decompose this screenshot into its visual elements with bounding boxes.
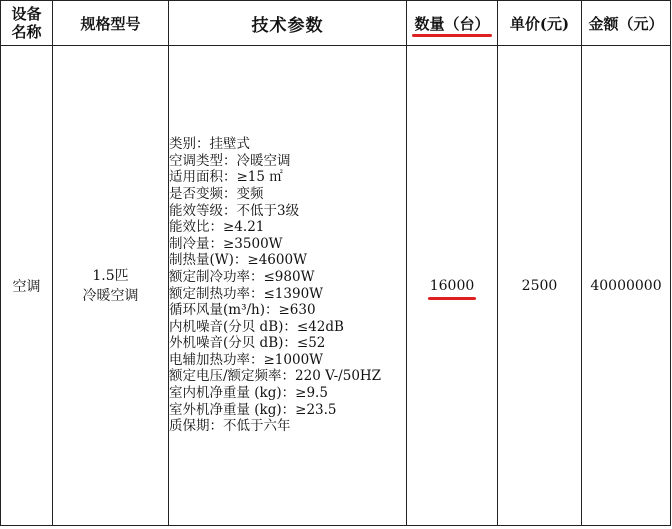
param-line: 能效等级：不低于3级 [169,202,300,219]
param-line: 空调类型：冷暖空调 [169,152,291,169]
param-line: 适用面积：≥15 ㎡ [169,169,283,186]
param-line: 额定制热功率：≤1390W [169,285,324,302]
param-line: 质保期：不低于六年 [169,418,291,435]
quantity-value: 16000 [429,277,475,294]
param-line: 外机噪音(分贝 dB)：≤52 [169,335,326,352]
header-model: 规格型号 [53,1,169,46]
param-line: 室外机净重量 (kg)：≥23.5 [169,401,337,418]
cell-device: 空调 [1,46,53,526]
header-amount: 金额（元） [582,1,671,46]
header-quantity-label: 数量（台） [414,14,490,33]
param-line: 是否变频：变频 [169,185,264,202]
header-quantity [407,1,498,46]
red-underline-annotation [412,34,491,37]
header-quantity-label-wrap [414,13,489,34]
table-row [1,46,671,526]
cell-unit-price: 2500 [498,46,582,526]
param-line: 制冷量：≥3500W [169,235,283,252]
param-line: 内机噪音(分贝 dB)：≤42dB [169,318,344,335]
quantity-value-wrap [430,278,475,294]
header-params: 技术参数 [169,1,407,46]
header-device-name-line2: 名称 [11,23,42,41]
param-line: 额定电压/额定频率：220 V-/50HZ [169,368,382,385]
header-unit-price: 单价(元) [498,1,582,46]
header-row [1,1,671,46]
header-device-name [1,1,53,46]
model-line2: 冷暖空调 [82,287,139,304]
param-line: 能效比：≥4.21 [169,219,265,236]
cell-amount: 40000000 [582,46,671,526]
cell-quantity [407,46,498,526]
param-line: 室内机净重量 (kg)：≥9.5 [169,385,328,402]
param-line: 制热量(W)：≥4600W [169,252,307,269]
model-line1: 1.5匹 [92,267,129,284]
param-list [169,136,406,435]
param-line: 额定制冷功率：≤980W [169,268,315,285]
param-line: 循环风量(m³/h)：≥630 [169,302,316,319]
param-line: 电辅加热功率：≥1000W [169,351,324,368]
cell-model [53,46,169,526]
param-line: 类别：挂壁式 [169,136,250,153]
red-underline-annotation [428,297,477,300]
cell-params [169,46,407,526]
header-device-name-line1: 设备 [11,5,42,23]
